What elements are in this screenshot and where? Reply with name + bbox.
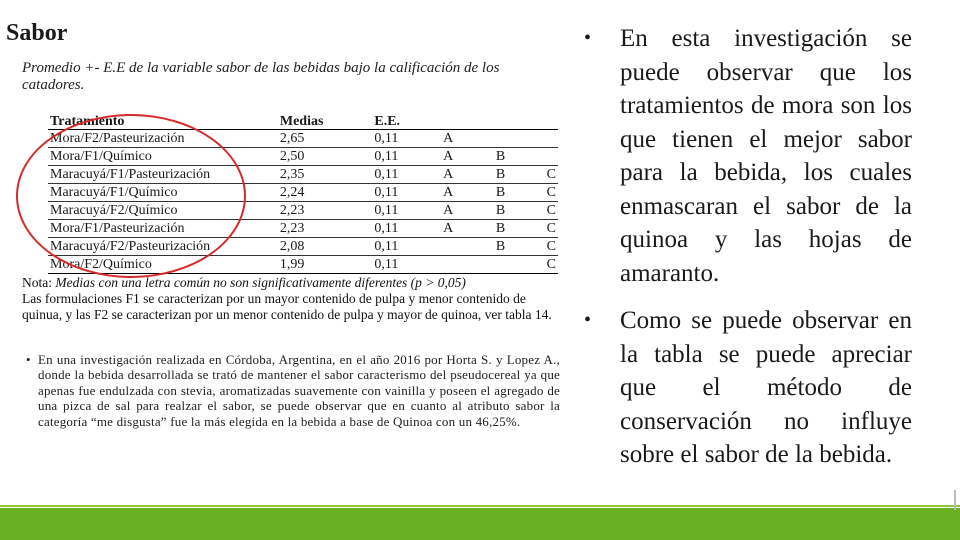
cell-group-a: A xyxy=(441,220,494,238)
cell-group-b: B xyxy=(494,220,545,238)
cell-tratamiento: Maracuyá/F2/Químico xyxy=(48,202,278,220)
bullet-dot: • xyxy=(584,27,592,49)
cell-ee: 0,11 xyxy=(372,166,441,184)
cell-group-b: B xyxy=(494,238,545,256)
cell-group-c: C xyxy=(546,221,556,236)
cell-ee: 0,11 xyxy=(372,130,441,148)
cell-media: 2,08 xyxy=(278,238,372,256)
cell-ee: 0,11 xyxy=(372,148,441,166)
bullet-dot: • xyxy=(584,309,592,331)
right-bullet-1 xyxy=(584,22,912,290)
cell-group-b: B xyxy=(494,202,545,220)
cell-media: 2,35 xyxy=(278,166,372,184)
header-group-c xyxy=(545,114,558,130)
footer-line xyxy=(0,505,960,507)
cell-media: 1,99 xyxy=(278,256,372,274)
cell-group-a: A xyxy=(441,148,494,166)
cell-tratamiento: Maracuyá/F1/Químico xyxy=(48,184,278,202)
cell-group-a: A xyxy=(441,202,494,220)
cell-group-b xyxy=(494,256,545,274)
cell-group-c: C xyxy=(546,257,556,272)
header-medias: Medias xyxy=(278,114,372,130)
note-label: Nota: xyxy=(22,275,52,290)
bullet-dot: • xyxy=(26,352,31,367)
cell-media: 2,23 xyxy=(278,220,372,238)
cell-group-c xyxy=(545,148,558,166)
bottom-bullet xyxy=(26,352,560,429)
cell-tratamiento: Maracuyá/F1/Pasteurización xyxy=(48,166,278,184)
highlight-oval xyxy=(16,114,246,278)
header-group-a xyxy=(441,114,494,130)
cell-group-b xyxy=(494,130,545,148)
header-tratamiento: Tratamiento xyxy=(48,114,278,130)
cell-media: 2,50 xyxy=(278,148,372,166)
note-significance: Medias con una letra común no son significativamente diferentes (p > 0,05) xyxy=(55,275,466,290)
cell-media: 2,65 xyxy=(278,130,372,148)
cell-group-b: B xyxy=(494,166,545,184)
cell-ee: 0,11 xyxy=(372,256,441,274)
bottom-bullet-text: En una investigación realizada en Córdoba, Argentina, en el año 2016 por Horta S. y Lopez A., donde la bebida desarrollada se trató de mantener el sabor caracterismo del pseudocereal ya que apenas fue endulzada con stevia, aromatizadas suavemente con vainilla y poseen el agregado de una pizca de sal para realzar el sabor, se puede observar que en cuanto al atributo sabor la categoría “me disgusta” fue la más elegida en la bebida a base de Quinoa con un 46,25%. xyxy=(38,352,560,429)
header-ee: E.E. xyxy=(372,114,441,130)
cell-ee: 0,11 xyxy=(372,202,441,220)
cell-media: 2,24 xyxy=(278,184,372,202)
cell-group-a: A xyxy=(441,130,494,148)
right-edge-mark xyxy=(954,490,956,510)
slide-title: Sabor xyxy=(6,20,68,46)
cell-ee: 0,11 xyxy=(372,184,441,202)
cell-group-a: A xyxy=(441,184,494,202)
table-caption: Promedio +- E.E de la variable sabor de las bebidas bajo la calificación de los catadores. xyxy=(22,60,500,93)
cell-tratamiento: Maracuyá/F2/Pasteurización xyxy=(48,238,278,256)
right-bullet-1-text: En esta investigación se puede observar que los tratamientos de mora son los que tienen el mejor sabor para la bebida, los cuales enmascaran el sabor de la quinoa y las hojas de amaranto. xyxy=(620,25,912,287)
cell-ee: 0,11 xyxy=(372,238,441,256)
cell-group-a xyxy=(441,256,494,274)
cell-group-c: C xyxy=(546,167,556,182)
right-bullet-2-text: Como se puede observar en la tabla se puede apreciar que el método de conservación no influye sobre el sabor de la bebida. xyxy=(620,307,912,468)
cell-ee: 0,11 xyxy=(372,220,441,238)
cell-group-a xyxy=(441,238,494,256)
cell-group-b: B xyxy=(494,184,545,202)
cell-tratamiento: Mora/F2/Pasteurización xyxy=(48,130,278,148)
footer-bar xyxy=(0,508,960,540)
cell-group-c: C xyxy=(546,185,556,200)
cell-tratamiento: Mora/F1/Pasteurización xyxy=(48,220,278,238)
table-note xyxy=(22,275,560,323)
cell-tratamiento: Mora/F2/Químico xyxy=(48,256,278,274)
cell-group-c xyxy=(545,130,558,148)
cell-group-a: A xyxy=(441,166,494,184)
right-bullet-2 xyxy=(584,304,912,472)
cell-group-c: C xyxy=(546,239,556,254)
cell-group-b: B xyxy=(494,148,545,166)
note-formulations: Las formulaciones F1 se caracterizan por un mayor contenido de pulpa y menor contenido de quinua, y las F2 se caracterizan por un menor contenido de pulpa y mayor de quinoa, ver tabla 14. xyxy=(22,291,552,322)
cell-media: 2,23 xyxy=(278,202,372,220)
right-column xyxy=(584,22,912,472)
cell-group-c: C xyxy=(546,203,556,218)
cell-tratamiento: Mora/F1/Químico xyxy=(48,148,278,166)
header-group-b xyxy=(494,114,545,130)
